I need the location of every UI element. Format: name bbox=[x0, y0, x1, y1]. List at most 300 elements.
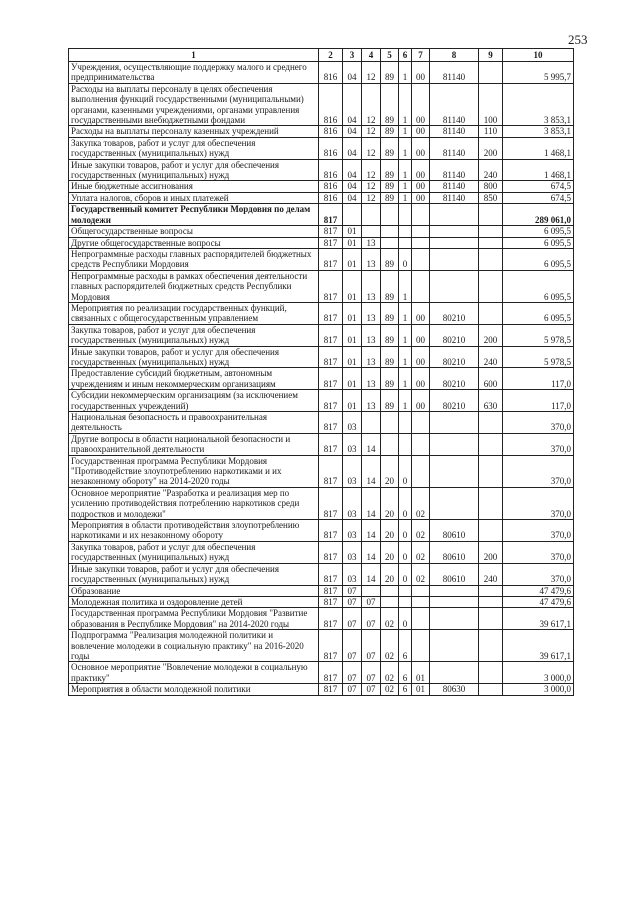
subprogram-cell: 1 bbox=[399, 62, 412, 84]
subprogram-cell: 1 bbox=[399, 302, 412, 324]
section-cell: 03 bbox=[343, 541, 362, 563]
direction-cell: 80610 bbox=[430, 520, 479, 542]
event-cell: 02 bbox=[412, 563, 430, 585]
subprogram-cell: 1 bbox=[399, 346, 412, 368]
subsection-cell: 13 bbox=[362, 368, 381, 390]
column-header: 5 bbox=[381, 49, 399, 62]
direction-cell bbox=[430, 237, 479, 248]
subsection-cell: 14 bbox=[362, 433, 381, 455]
subsection-cell: 12 bbox=[362, 181, 381, 192]
subprogram-cell: 1 bbox=[399, 192, 412, 203]
table-row bbox=[69, 412, 574, 434]
table-row bbox=[69, 390, 574, 412]
subsection-cell: 14 bbox=[362, 520, 381, 542]
amount-cell: 370,0 bbox=[503, 520, 574, 542]
amount-cell: 117,0 bbox=[503, 390, 574, 412]
subprogram-cell: 1 bbox=[399, 126, 412, 137]
expense-type-cell: 240 bbox=[479, 346, 503, 368]
direction-cell: 80610 bbox=[430, 563, 479, 585]
section-cell: 04 bbox=[343, 137, 362, 159]
subprogram-cell: 1 bbox=[399, 83, 412, 126]
subprogram-cell bbox=[399, 433, 412, 455]
code-grbs-cell: 817 bbox=[319, 270, 343, 302]
row-name-cell: Иные закупки товаров, работ и услуг для обеспечения государственных (муниципальных) нужд bbox=[69, 563, 319, 585]
column-header: 1 bbox=[69, 49, 319, 62]
expense-type-cell bbox=[479, 608, 503, 630]
section-cell: 01 bbox=[343, 302, 362, 324]
code-grbs-cell: 817 bbox=[319, 368, 343, 390]
program-cell: 20 bbox=[381, 520, 399, 542]
table-row bbox=[69, 137, 574, 159]
table-row bbox=[69, 487, 574, 519]
section-cell: 04 bbox=[343, 62, 362, 84]
subsection-cell: 14 bbox=[362, 563, 381, 585]
row-name-cell: Государственная программа Республики Мордовия "Развитие образования в Республике Мордовия" на 2014-2020 годы bbox=[69, 608, 319, 630]
event-cell: 00 bbox=[412, 390, 430, 412]
amount-cell: 47 479,6 bbox=[503, 596, 574, 607]
expense-type-cell bbox=[479, 226, 503, 237]
table-row bbox=[69, 159, 574, 181]
row-name-cell: Субсидии некоммерческим организациям (за исключением государственных учреждений) bbox=[69, 390, 319, 412]
column-header: 2 bbox=[319, 49, 343, 62]
program-cell: 89 bbox=[381, 159, 399, 181]
section-cell: 07 bbox=[343, 608, 362, 630]
subprogram-cell bbox=[399, 412, 412, 434]
direction-cell bbox=[430, 204, 479, 226]
amount-cell: 5 995,7 bbox=[503, 62, 574, 84]
subprogram-cell: 1 bbox=[399, 181, 412, 192]
table-row bbox=[69, 192, 574, 203]
expense-type-cell: 200 bbox=[479, 541, 503, 563]
section-cell: 04 bbox=[343, 126, 362, 137]
direction-cell bbox=[430, 585, 479, 596]
event-cell: 02 bbox=[412, 541, 430, 563]
row-name-cell: Непрограммные расходы главных распорядителей бюджетных средств Республики Мордовия bbox=[69, 248, 319, 270]
row-name-cell: Мероприятия в области молодежной политики bbox=[69, 684, 319, 695]
event-cell: 00 bbox=[412, 83, 430, 126]
code-grbs-cell: 817 bbox=[319, 237, 343, 248]
program-cell: 02 bbox=[381, 662, 399, 684]
budget-table bbox=[68, 48, 574, 696]
section-cell: 07 bbox=[343, 662, 362, 684]
section-cell: 04 bbox=[343, 159, 362, 181]
row-name-cell: Предоставление субсидий бюджетным, автономным учреждениям и иным некоммерческим организациям bbox=[69, 368, 319, 390]
subprogram-cell: 6 bbox=[399, 684, 412, 695]
section-cell bbox=[343, 204, 362, 226]
column-header: 3 bbox=[343, 49, 362, 62]
amount-cell: 3 853,1 bbox=[503, 126, 574, 137]
direction-cell bbox=[430, 596, 479, 607]
table-row bbox=[69, 662, 574, 684]
direction-cell: 80210 bbox=[430, 368, 479, 390]
subprogram-cell: 0 bbox=[399, 520, 412, 542]
amount-cell: 3 853,1 bbox=[503, 83, 574, 126]
expense-type-cell bbox=[479, 204, 503, 226]
program-cell: 89 bbox=[381, 192, 399, 203]
event-cell bbox=[412, 455, 430, 487]
row-name-cell: Другие общегосударственные вопросы bbox=[69, 237, 319, 248]
code-grbs-cell: 817 bbox=[319, 324, 343, 346]
section-cell: 03 bbox=[343, 412, 362, 434]
event-cell: 00 bbox=[412, 62, 430, 84]
program-cell: 89 bbox=[381, 368, 399, 390]
expense-type-cell bbox=[479, 455, 503, 487]
subsection-cell bbox=[362, 412, 381, 434]
code-grbs-cell: 817 bbox=[319, 390, 343, 412]
table-row bbox=[69, 684, 574, 695]
subsection-cell bbox=[362, 204, 381, 226]
section-cell: 03 bbox=[343, 487, 362, 519]
expense-type-cell bbox=[479, 630, 503, 662]
program-cell: 89 bbox=[381, 83, 399, 126]
expense-type-cell bbox=[479, 248, 503, 270]
row-name-cell: Непрограммные расходы в рамках обеспечения деятельности главных распорядителей бюджетных средств Республики Мордовия bbox=[69, 270, 319, 302]
subsection-cell: 07 bbox=[362, 596, 381, 607]
column-header: 9 bbox=[479, 49, 503, 62]
subprogram-cell: 1 bbox=[399, 159, 412, 181]
direction-cell: 81140 bbox=[430, 159, 479, 181]
expense-type-cell bbox=[479, 596, 503, 607]
program-cell: 89 bbox=[381, 324, 399, 346]
event-cell: 00 bbox=[412, 137, 430, 159]
expense-type-cell: 240 bbox=[479, 563, 503, 585]
subsection-cell: 07 bbox=[362, 608, 381, 630]
table-row bbox=[69, 630, 574, 662]
table-row bbox=[69, 226, 574, 237]
amount-cell: 5 978,5 bbox=[503, 346, 574, 368]
row-name-cell: Другие вопросы в области национальной безопасности и правоохранительной деятельности bbox=[69, 433, 319, 455]
row-name-cell: Мероприятия в области противодействия злоупотреблению наркотиками и их незаконному обороту bbox=[69, 520, 319, 542]
code-grbs-cell: 817 bbox=[319, 412, 343, 434]
subsection-cell: 12 bbox=[362, 83, 381, 126]
direction-cell bbox=[430, 248, 479, 270]
code-grbs-cell: 817 bbox=[319, 433, 343, 455]
event-cell: 00 bbox=[412, 324, 430, 346]
row-name-cell: Молодежная политика и оздоровление детей bbox=[69, 596, 319, 607]
code-grbs-cell: 817 bbox=[319, 487, 343, 519]
program-cell bbox=[381, 204, 399, 226]
table-row bbox=[69, 596, 574, 607]
direction-cell: 80210 bbox=[430, 346, 479, 368]
column-header: 10 bbox=[503, 49, 574, 62]
subprogram-cell bbox=[399, 226, 412, 237]
section-cell: 03 bbox=[343, 520, 362, 542]
subprogram-cell: 0 bbox=[399, 541, 412, 563]
direction-cell bbox=[430, 412, 479, 434]
amount-cell: 6 095,5 bbox=[503, 226, 574, 237]
subprogram-cell: 0 bbox=[399, 563, 412, 585]
event-cell: 00 bbox=[412, 159, 430, 181]
direction-cell: 81140 bbox=[430, 62, 479, 84]
direction-cell bbox=[430, 608, 479, 630]
expense-type-cell: 200 bbox=[479, 137, 503, 159]
section-cell: 07 bbox=[343, 630, 362, 662]
row-name-cell: Государственная программа Республики Мордовия "Противодействие злоупотреблению наркотиками и их незаконному обороту" на 2014-2020 годы bbox=[69, 455, 319, 487]
expense-type-cell bbox=[479, 62, 503, 84]
row-name-cell: Основное мероприятие "Вовлечение молодежи в социальную практику" bbox=[69, 662, 319, 684]
direction-cell bbox=[430, 226, 479, 237]
subprogram-cell: 0 bbox=[399, 248, 412, 270]
subsection-cell: 07 bbox=[362, 630, 381, 662]
column-header: 4 bbox=[362, 49, 381, 62]
amount-cell: 370,0 bbox=[503, 455, 574, 487]
subsection-cell: 13 bbox=[362, 237, 381, 248]
amount-cell: 39 617,1 bbox=[503, 608, 574, 630]
subprogram-cell: 0 bbox=[399, 608, 412, 630]
event-cell bbox=[412, 585, 430, 596]
direction-cell: 81140 bbox=[430, 126, 479, 137]
table-row bbox=[69, 237, 574, 248]
code-grbs-cell: 816 bbox=[319, 192, 343, 203]
program-cell: 89 bbox=[381, 137, 399, 159]
event-cell bbox=[412, 596, 430, 607]
subsection-cell: 12 bbox=[362, 137, 381, 159]
program-cell: 20 bbox=[381, 455, 399, 487]
event-cell bbox=[412, 433, 430, 455]
amount-cell: 370,0 bbox=[503, 433, 574, 455]
subprogram-cell bbox=[399, 585, 412, 596]
event-cell: 00 bbox=[412, 192, 430, 203]
program-cell bbox=[381, 237, 399, 248]
subsection-cell: 14 bbox=[362, 487, 381, 519]
subsection-cell: 13 bbox=[362, 270, 381, 302]
row-name-cell: Закупка товаров, работ и услуг для обеспечения государственных (муниципальных) нужд bbox=[69, 541, 319, 563]
expense-type-cell bbox=[479, 302, 503, 324]
row-name-cell: Государственный комитет Республики Мордовия по делам молодежи bbox=[69, 204, 319, 226]
direction-cell: 81140 bbox=[430, 181, 479, 192]
amount-cell: 5 978,5 bbox=[503, 324, 574, 346]
amount-cell: 6 095,5 bbox=[503, 248, 574, 270]
table-row bbox=[69, 585, 574, 596]
subprogram-cell: 0 bbox=[399, 487, 412, 519]
section-cell: 01 bbox=[343, 270, 362, 302]
direction-cell bbox=[430, 662, 479, 684]
subsection-cell: 13 bbox=[362, 346, 381, 368]
code-grbs-cell: 816 bbox=[319, 159, 343, 181]
direction-cell: 81140 bbox=[430, 83, 479, 126]
amount-cell: 1 468,1 bbox=[503, 137, 574, 159]
subprogram-cell: 1 bbox=[399, 368, 412, 390]
table-row bbox=[69, 126, 574, 137]
subsection-cell: 13 bbox=[362, 390, 381, 412]
header-row bbox=[69, 49, 574, 62]
subprogram-cell bbox=[399, 204, 412, 226]
section-cell: 07 bbox=[343, 596, 362, 607]
table-row bbox=[69, 248, 574, 270]
direction-cell: 80210 bbox=[430, 302, 479, 324]
event-cell: 00 bbox=[412, 126, 430, 137]
row-name-cell: Закупка товаров, работ и услуг для обеспечения государственных (муниципальных) нужд bbox=[69, 324, 319, 346]
code-grbs-cell: 817 bbox=[319, 585, 343, 596]
subprogram-cell: 1 bbox=[399, 324, 412, 346]
table-row bbox=[69, 541, 574, 563]
subsection-cell: 14 bbox=[362, 455, 381, 487]
row-name-cell: Расходы на выплаты персоналу в целях обеспечения выполнения функций государственными (муниципальными) органами, казенными учреждениями, органами управления государственными внебюджетными фондами bbox=[69, 83, 319, 126]
program-cell: 89 bbox=[381, 181, 399, 192]
section-cell: 04 bbox=[343, 192, 362, 203]
amount-cell: 39 617,1 bbox=[503, 630, 574, 662]
event-cell: 00 bbox=[412, 346, 430, 368]
amount-cell: 6 095,5 bbox=[503, 237, 574, 248]
table-row bbox=[69, 62, 574, 84]
subsection-cell: 12 bbox=[362, 159, 381, 181]
section-cell: 01 bbox=[343, 226, 362, 237]
subsection-cell: 14 bbox=[362, 541, 381, 563]
row-name-cell: Учреждения, осуществляющие поддержку малого и среднего предпринимательства bbox=[69, 62, 319, 84]
subsection-cell: 07 bbox=[362, 684, 381, 695]
section-cell: 01 bbox=[343, 346, 362, 368]
column-header: 7 bbox=[412, 49, 430, 62]
section-cell: 04 bbox=[343, 83, 362, 126]
event-cell bbox=[412, 204, 430, 226]
expense-type-cell bbox=[479, 270, 503, 302]
expense-type-cell bbox=[479, 585, 503, 596]
program-cell: 02 bbox=[381, 684, 399, 695]
program-cell: 20 bbox=[381, 487, 399, 519]
row-name-cell: Подпрограмма "Реализация молодежной политики и вовлечение молодежи в социальную практику" на 2016-2020 годы bbox=[69, 630, 319, 662]
amount-cell: 47 479,6 bbox=[503, 585, 574, 596]
program-cell: 89 bbox=[381, 302, 399, 324]
program-cell: 89 bbox=[381, 126, 399, 137]
table-row bbox=[69, 608, 574, 630]
direction-cell: 80210 bbox=[430, 390, 479, 412]
amount-cell: 289 061,0 bbox=[503, 204, 574, 226]
code-grbs-cell: 816 bbox=[319, 137, 343, 159]
code-grbs-cell: 817 bbox=[319, 684, 343, 695]
program-cell bbox=[381, 433, 399, 455]
program-cell: 89 bbox=[381, 270, 399, 302]
code-grbs-cell: 817 bbox=[319, 596, 343, 607]
row-name-cell: Основное мероприятие "Разработка и реализация мер по усилению противодействия потреблению наркотиков среди подростков и молодежи" bbox=[69, 487, 319, 519]
amount-cell: 674,5 bbox=[503, 192, 574, 203]
direction-cell: 80630 bbox=[430, 684, 479, 695]
row-name-cell: Закупка товаров, работ и услуг для обеспечения государственных (муниципальных) нужд bbox=[69, 137, 319, 159]
event-cell: 01 bbox=[412, 662, 430, 684]
amount-cell: 370,0 bbox=[503, 563, 574, 585]
table-row bbox=[69, 324, 574, 346]
subsection-cell: 13 bbox=[362, 248, 381, 270]
program-cell: 89 bbox=[381, 62, 399, 84]
program-cell bbox=[381, 226, 399, 237]
row-name-cell: Уплата налогов, сборов и иных платежей bbox=[69, 192, 319, 203]
row-name-cell: Расходы на выплаты персоналу казенных учреждений bbox=[69, 126, 319, 137]
event-cell bbox=[412, 608, 430, 630]
event-cell bbox=[412, 270, 430, 302]
subsection-cell: 12 bbox=[362, 192, 381, 203]
program-cell: 89 bbox=[381, 390, 399, 412]
section-cell: 07 bbox=[343, 684, 362, 695]
code-grbs-cell: 817 bbox=[319, 630, 343, 662]
code-grbs-cell: 817 bbox=[319, 204, 343, 226]
direction-cell: 80210 bbox=[430, 324, 479, 346]
subsection-cell: 13 bbox=[362, 302, 381, 324]
code-grbs-cell: 817 bbox=[319, 541, 343, 563]
program-cell bbox=[381, 585, 399, 596]
amount-cell: 3 000,0 bbox=[503, 662, 574, 684]
amount-cell: 3 000,0 bbox=[503, 684, 574, 695]
row-name-cell: Иные бюджетные ассигнования bbox=[69, 181, 319, 192]
table-row bbox=[69, 520, 574, 542]
expense-type-cell bbox=[479, 412, 503, 434]
event-cell bbox=[412, 237, 430, 248]
expense-type-cell: 600 bbox=[479, 368, 503, 390]
event-cell bbox=[412, 248, 430, 270]
direction-cell bbox=[430, 270, 479, 302]
subsection-cell: 13 bbox=[362, 324, 381, 346]
subprogram-cell: 0 bbox=[399, 455, 412, 487]
subprogram-cell bbox=[399, 596, 412, 607]
amount-cell: 674,5 bbox=[503, 181, 574, 192]
program-cell bbox=[381, 596, 399, 607]
section-cell: 03 bbox=[343, 563, 362, 585]
program-cell bbox=[381, 412, 399, 434]
code-grbs-cell: 817 bbox=[319, 563, 343, 585]
direction-cell bbox=[430, 487, 479, 519]
subsection-cell: 12 bbox=[362, 62, 381, 84]
table-row bbox=[69, 270, 574, 302]
row-name-cell: Национальная безопасность и правоохранительная деятельность bbox=[69, 412, 319, 434]
direction-cell: 81140 bbox=[430, 192, 479, 203]
expense-type-cell: 800 bbox=[479, 181, 503, 192]
event-cell bbox=[412, 630, 430, 662]
section-cell: 03 bbox=[343, 433, 362, 455]
amount-cell: 370,0 bbox=[503, 412, 574, 434]
subprogram-cell bbox=[399, 237, 412, 248]
event-cell bbox=[412, 412, 430, 434]
event-cell: 02 bbox=[412, 520, 430, 542]
section-cell: 01 bbox=[343, 248, 362, 270]
event-cell: 00 bbox=[412, 302, 430, 324]
subsection-cell bbox=[362, 226, 381, 237]
table-row bbox=[69, 433, 574, 455]
subprogram-cell: 1 bbox=[399, 390, 412, 412]
amount-cell: 117,0 bbox=[503, 368, 574, 390]
section-cell: 03 bbox=[343, 455, 362, 487]
expense-type-cell bbox=[479, 433, 503, 455]
expense-type-cell: 630 bbox=[479, 390, 503, 412]
program-cell: 89 bbox=[381, 346, 399, 368]
page-number: 253 bbox=[568, 32, 588, 47]
code-grbs-cell: 817 bbox=[319, 302, 343, 324]
row-name-cell: Мероприятия по реализации государственных функций, связанных с общегосударственным управлением bbox=[69, 302, 319, 324]
code-grbs-cell: 817 bbox=[319, 226, 343, 237]
subsection-cell: 12 bbox=[362, 126, 381, 137]
expense-type-cell bbox=[479, 487, 503, 519]
subprogram-cell: 6 bbox=[399, 630, 412, 662]
table-row bbox=[69, 368, 574, 390]
table-row bbox=[69, 302, 574, 324]
amount-cell: 370,0 bbox=[503, 487, 574, 519]
expense-type-cell bbox=[479, 520, 503, 542]
event-cell: 01 bbox=[412, 684, 430, 695]
subprogram-cell: 6 bbox=[399, 662, 412, 684]
event-cell: 02 bbox=[412, 487, 430, 519]
code-grbs-cell: 816 bbox=[319, 62, 343, 84]
program-cell: 02 bbox=[381, 630, 399, 662]
code-grbs-cell: 816 bbox=[319, 126, 343, 137]
section-cell: 04 bbox=[343, 181, 362, 192]
code-grbs-cell: 817 bbox=[319, 346, 343, 368]
section-cell: 01 bbox=[343, 368, 362, 390]
expense-type-cell: 100 bbox=[479, 83, 503, 126]
event-cell: 00 bbox=[412, 368, 430, 390]
program-cell: 20 bbox=[381, 541, 399, 563]
code-grbs-cell: 817 bbox=[319, 248, 343, 270]
subsection-cell bbox=[362, 585, 381, 596]
subsection-cell: 07 bbox=[362, 662, 381, 684]
direction-cell: 81140 bbox=[430, 137, 479, 159]
section-cell: 01 bbox=[343, 237, 362, 248]
